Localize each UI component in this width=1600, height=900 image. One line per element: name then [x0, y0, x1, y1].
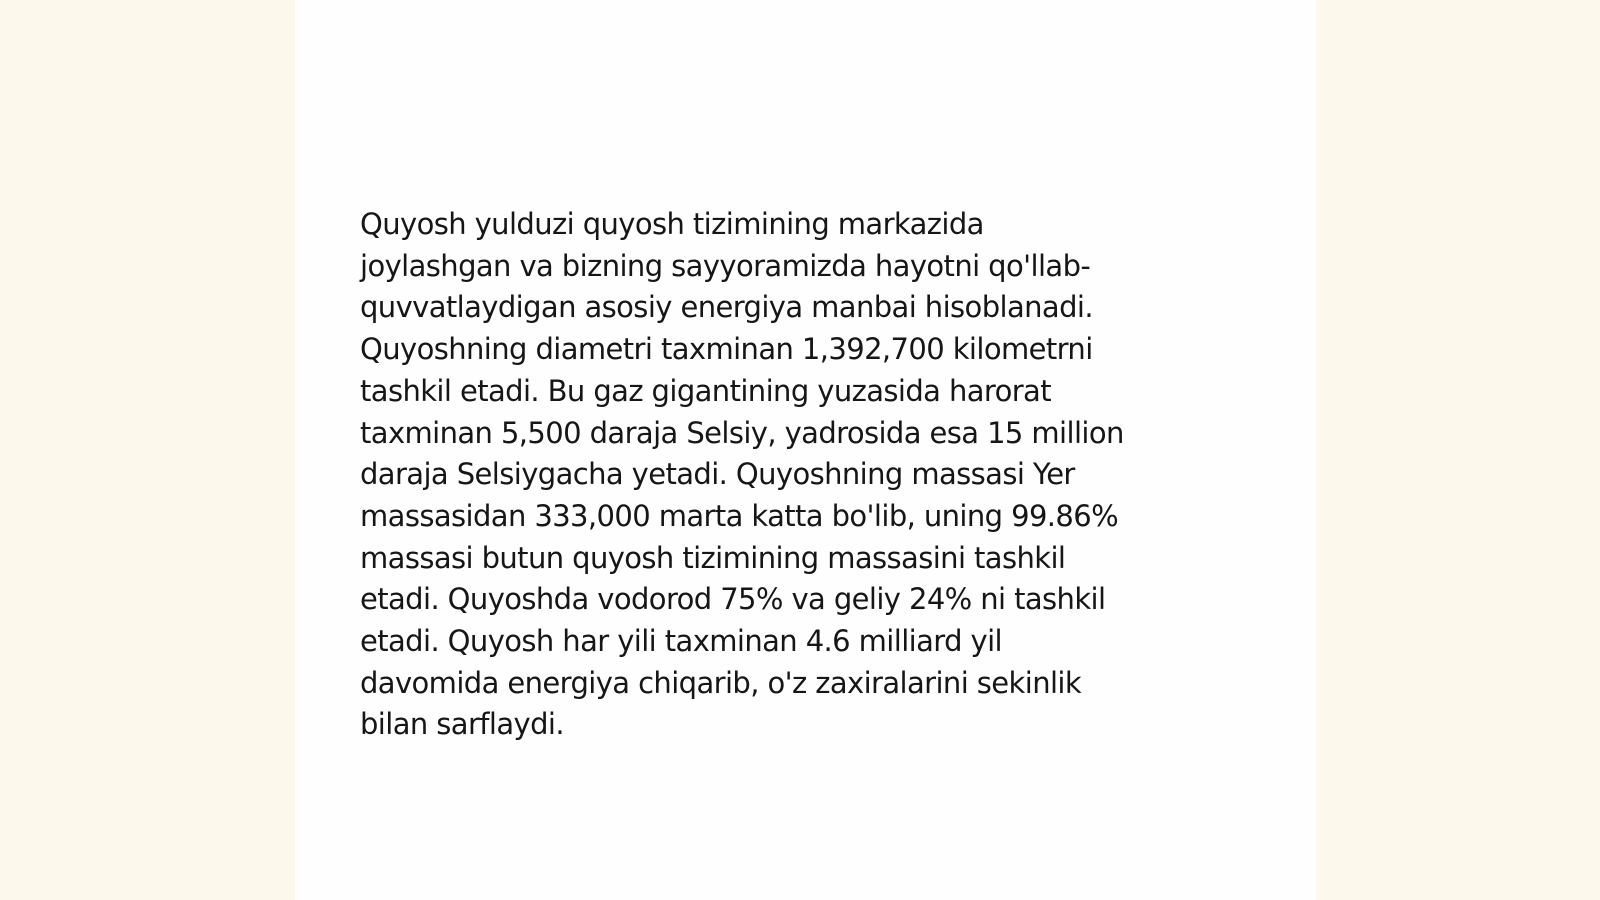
paragraph-line-7: daraja Selsiygacha yetadi. Quyoshning massasi Yer: [360, 457, 1075, 492]
paragraph-line-10: etadi. Quyoshda vodorod 75% va geliy 24% ni tashkil: [360, 582, 1106, 617]
body-paragraph: [360, 204, 1265, 746]
paragraph-line-12: davomida energiya chiqarib, o'z zaxiralarini sekinlik: [360, 665, 1082, 700]
document-page: [295, 0, 1316, 900]
paragraph-line-11: etadi. Quyosh har yili taxminan 4.6 milliard yil: [360, 624, 1003, 659]
paragraph-line-3: quvvatlaydigan asosiy energiya manbai hisoblanadi.: [360, 290, 1093, 325]
paragraph-line-6: taxminan 5,500 daraja Selsiy, yadrosida esa 15 million: [360, 415, 1124, 450]
paragraph-line-9: massasi butun quyosh tizimining massasini tashkil: [360, 540, 1066, 575]
paragraph-line-8: massasidan 333,000 marta katta bo'lib, uning 99.86%: [360, 498, 1119, 533]
paragraph-line-13: bilan sarflaydi.: [360, 707, 564, 742]
paragraph-line-1: Quyosh yulduzi quyosh tizimining markazida: [360, 207, 984, 241]
paragraph-line-5: tashkil etadi. Bu gaz gigantining yuzasida harorat: [360, 373, 1051, 408]
paragraph-line-2: joylashgan va bizning sayyoramizda hayotni qo'llab-: [360, 248, 1091, 283]
paragraph-line-4: Quyoshning diametri taxminan 1,392,700 kilometrni: [360, 332, 1093, 367]
